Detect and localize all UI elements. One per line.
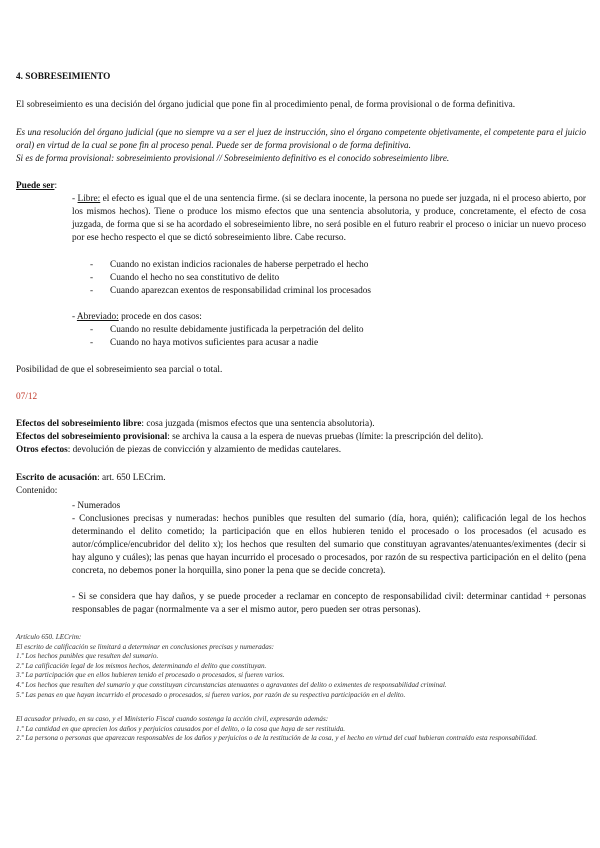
abreviado-item: Cuando no resulte debidamente justificada la perpetración del delito bbox=[110, 325, 364, 335]
footnote-block bbox=[16, 633, 586, 700]
abreviado-line bbox=[72, 311, 202, 324]
otros-efectos bbox=[16, 444, 586, 457]
bullet-dash: - bbox=[90, 260, 94, 270]
abreviado-item: Cuando no haya motivos suficientes para acusar a nadie bbox=[110, 338, 319, 348]
footnote-line: 5.º Las penas en que hayan incurrido el procesado o procesados, si fueren varios, por razón de su respectiva participación en el delito. bbox=[16, 690, 406, 699]
date-label: 07/12 bbox=[16, 392, 38, 402]
footnote-line: 2.º La calificación legal de los mismos hechos, determinando el delito que constituyan. bbox=[16, 661, 267, 670]
libre-paragraph bbox=[72, 193, 586, 245]
footnote-line: 2.º La persona o personas que aparezcan responsables de los daños y perjuicios o de la restitución de la cosa, y el hecho en virtud del cual hubieran contraído esta responsabilidad. bbox=[16, 734, 538, 743]
puede-ser-colon: : bbox=[54, 181, 58, 191]
bullet-dash: - bbox=[90, 286, 94, 296]
section-title: 4. SOBRESEIMIENTO bbox=[16, 72, 111, 82]
abreviado-label: Abreviado: bbox=[76, 312, 119, 322]
footnote-line: 3.º La participación que en ellos hubieren tenido el procesado o procesados, si fueren varios. bbox=[16, 671, 285, 680]
escrito-label: Escrito de acusación bbox=[16, 473, 98, 483]
footnote-line: 1.º La cantidad en que aprecien los daños y perjuicios causados por el delito, o la cosa que haya de ser restituida. bbox=[16, 724, 346, 733]
footnote-line: El acusador privado, en su caso, y el Ministerio Fiscal cuando sostenga la acción civil, expresarán además: bbox=[16, 715, 329, 723]
italic-definition-2: Si es de forma provisional: sobreseimiento provisional // Sobreseimiento definitivo es el conocido sobreseimiento libre. bbox=[16, 153, 450, 163]
escrito-heading bbox=[16, 472, 166, 485]
bullet-dash: - bbox=[90, 325, 94, 335]
efectos-label: Efectos del sobreseimiento libre bbox=[16, 419, 142, 429]
footnote-line: Artículo 650. LECrim: bbox=[16, 633, 82, 641]
efectos-label: Efectos del sobreseimiento provisional bbox=[16, 432, 168, 442]
efectos-text: : se archiva la causa a la espera de nuevas pruebas (límite: la prescripción del delito). bbox=[167, 432, 484, 442]
efectos-text: : cosa juzgada (mismos efectos que una sentencia absolutoria). bbox=[141, 419, 375, 429]
escrito-item: - Numerados bbox=[72, 501, 121, 511]
intro-paragraph: El sobreseimiento es una decisión del órgano judicial que pone fin al procedimiento penal, de forma provisional o de forma definitiva. bbox=[16, 100, 516, 110]
footnote-line: 4.º Los hechos que resulten del sumario y que constituyan circunstancias atenuantes o agravantes del delito o eximentes de responsabilidad criminal. bbox=[16, 680, 447, 689]
libre-dash: - bbox=[72, 194, 76, 204]
efectos-label: Otros efectos bbox=[16, 445, 68, 455]
abreviado-dash: - bbox=[72, 312, 76, 322]
escrito-text: : art. 650 LECrim. bbox=[97, 473, 166, 483]
puede-ser-label: Puede ser bbox=[16, 181, 55, 191]
bullet-dash: - bbox=[90, 338, 94, 348]
footnote-block-2 bbox=[16, 715, 586, 744]
contenido-label: Contenido: bbox=[16, 486, 58, 496]
libre-item: Cuando no existan indicios racionales de haberse perpetrado el hecho bbox=[110, 260, 369, 270]
escrito-item: - Si se considera que hay daños, y se puede proceder a reclamar en concepto de responsabilidad civil: determinar cantidad + personas responsables de pagar (normalmente va a ser el mismo autor, pero pueden ser otras personas). bbox=[72, 592, 586, 615]
libre-item: Cuando aparezcan exentos de responsabilidad criminal los procesados bbox=[110, 286, 371, 296]
abreviado-text: procede en dos casos: bbox=[118, 312, 202, 322]
libre-label: Libre: bbox=[77, 194, 101, 204]
bullet-dash: - bbox=[90, 273, 94, 283]
libre-text: el efecto es igual que el de una sentencia firme. (si se declara inocente, la persona no puede ser juzgada, ni el proceso abierto, por los mismos hechos). Tiene o produce los mismo efectos que una sentencia absolutoria, y produce, concretamente, el efecto de cosa juzgada, de forma que si se ha acordado el sobreseimiento libre, no será posible en el futuro reabrir el proceso o iniciar un nuevo proceso por ese hecho respecto el que se dictó sobreseimiento libre. Cabe recurso. bbox=[72, 194, 586, 243]
puede-ser-heading bbox=[16, 180, 57, 193]
efectos-libre bbox=[16, 418, 586, 431]
italic-definition: Es una resolución del órgano judicial (que no siempre va a ser el juez de instrucción, sino el órgano competente objetivamente, el competente para el juicio oral) en virtud de la cual se pone fin al proceso penal. Puede ser de forma provisional o de forma definitiva. bbox=[16, 127, 586, 150]
libre-item: Cuando el hecho no sea constitutivo de delito bbox=[110, 273, 280, 283]
efectos-text: : devolución de piezas de convicción y alzamiento de medidas cautelares. bbox=[67, 445, 342, 455]
footnote-line: 1.º Los hechos punibles que resulten del sumario. bbox=[16, 652, 159, 661]
parcial-text: Posibilidad de que el sobreseimiento sea parcial o total. bbox=[16, 365, 223, 375]
footnote-line: El escrito de calificación se limitará a determinar en conclusiones precisas y numeradas: bbox=[16, 642, 275, 651]
escrito-item: - Conclusiones precisas y numeradas: hechos punibles que resulten del sumario (día, hora, quién); calificación legal de los hechos determinando el delito cometido; la participación que en ellos hubieren tenido el procesado o los procesados (el acusado es autor/cómplice/encubridor del delito x); los hechos que resulten del sumario que constituyan agravantes/atenuantes/eximentes (decir si hay alguno y cuáles); las penas que hayan incurrido el procesado o procesados, por razón de su respectiva participación en el delito (pena concreta, no debemos poner la horquilla, sino poner la pena que se decide concreta). bbox=[72, 514, 586, 576]
efectos-provisional bbox=[16, 431, 586, 444]
